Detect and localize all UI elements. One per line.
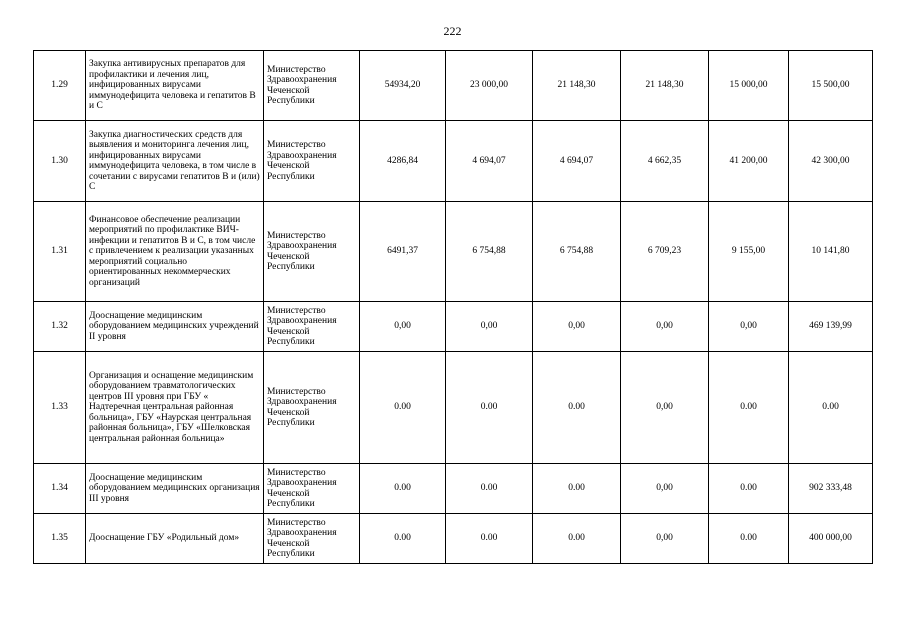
row-value: 54934,20 bbox=[360, 51, 446, 121]
row-number: 1.30 bbox=[34, 121, 86, 202]
table-row bbox=[34, 121, 873, 202]
budget-table bbox=[33, 50, 873, 564]
row-description: Закупка антивирусных препаратов для профилактики и лечения лиц, инфицированных вирусами иммунодефицита человека и гепатитов В и С bbox=[86, 51, 264, 121]
row-value: 469 139,99 bbox=[789, 302, 873, 352]
table-row bbox=[34, 464, 873, 514]
row-value: 23 000,00 bbox=[446, 51, 533, 121]
table-row bbox=[34, 202, 873, 302]
row-value: 15 500,00 bbox=[789, 51, 873, 121]
row-value: 42 300,00 bbox=[789, 121, 873, 202]
page-number: 222 bbox=[443, 24, 462, 38]
row-number: 1.29 bbox=[34, 51, 86, 121]
row-value: 0,00 bbox=[621, 352, 709, 464]
row-value: 6 754,88 bbox=[446, 202, 533, 302]
row-value: 0,00 bbox=[621, 464, 709, 514]
row-organization: Министерство Здравоохранения Чеченской Республики bbox=[264, 51, 360, 121]
row-value: 0,00 bbox=[621, 514, 709, 564]
row-value: 4 694,07 bbox=[533, 121, 621, 202]
row-value: 0,00 bbox=[360, 302, 446, 352]
row-value: 0,00 bbox=[709, 302, 789, 352]
row-value: 0.00 bbox=[709, 464, 789, 514]
row-value: 0.00 bbox=[533, 352, 621, 464]
table-row bbox=[34, 352, 873, 464]
row-number: 1.33 bbox=[34, 352, 86, 464]
row-value: 15 000,00 bbox=[709, 51, 789, 121]
row-value: 4 662,35 bbox=[621, 121, 709, 202]
row-value: 0,00 bbox=[446, 302, 533, 352]
row-value: 0.00 bbox=[446, 352, 533, 464]
row-value: 10 141,80 bbox=[789, 202, 873, 302]
row-value: 0.00 bbox=[789, 352, 873, 464]
row-value: 0.00 bbox=[360, 464, 446, 514]
row-description: Финансовое обеспечение реализации мероприятий по профилактике ВИЧ-инфекции и гепатитов В и С, в том числе с привлечением к реализации указанных мероприятий социально ориентированных некоммерческих организаций bbox=[86, 202, 264, 302]
row-organization: Министерство Здравоохранения Чеченской Республики bbox=[264, 302, 360, 352]
row-value: 6 754,88 bbox=[533, 202, 621, 302]
row-organization: Министерство Здравоохранения Чеченской Республики bbox=[264, 514, 360, 564]
row-value: 6 709,23 bbox=[621, 202, 709, 302]
row-number: 1.31 bbox=[34, 202, 86, 302]
row-description: Дооснащение медицинским оборудованием медицинских организация III уровня bbox=[86, 464, 264, 514]
row-description: Организация и оснащение медицинским оборудованием травматологических центров III уровня при ГБУ « Надтеречная центральная районная больница», ГБУ «Наурская центральная районная больница», ГБУ «Шелковская центральная районная больница» bbox=[86, 352, 264, 464]
row-value: 41 200,00 bbox=[709, 121, 789, 202]
row-description: Закупка диагностических средств для выявления и мониторинга лечения лиц, инфицированных вирусами иммунодефицита человека, в том числе в сочетании с вирусами гепатитов В и (или) С bbox=[86, 121, 264, 202]
row-number: 1.35 bbox=[34, 514, 86, 564]
row-value: 0.00 bbox=[360, 352, 446, 464]
row-value: 0.00 bbox=[709, 352, 789, 464]
row-organization: Министерство Здравоохранения Чеченской Республики bbox=[264, 352, 360, 464]
row-number: 1.32 bbox=[34, 302, 86, 352]
row-value: 21 148,30 bbox=[533, 51, 621, 121]
row-value: 4 694,07 bbox=[446, 121, 533, 202]
row-value: 0.00 bbox=[709, 514, 789, 564]
row-value: 400 000,00 bbox=[789, 514, 873, 564]
row-organization: Министерство Здравоохранения Чеченской Республики bbox=[264, 202, 360, 302]
row-value: 21 148,30 bbox=[621, 51, 709, 121]
row-value: 9 155,00 bbox=[709, 202, 789, 302]
row-value: 4286,84 bbox=[360, 121, 446, 202]
row-description: Дооснащение ГБУ «Родильный дом» bbox=[86, 514, 264, 564]
row-number: 1.34 bbox=[34, 464, 86, 514]
row-value: 0.00 bbox=[446, 514, 533, 564]
row-value: 0.00 bbox=[533, 514, 621, 564]
row-value: 0.00 bbox=[533, 464, 621, 514]
row-value: 0.00 bbox=[446, 464, 533, 514]
row-organization: Министерство Здравоохранения Чеченской Республики bbox=[264, 121, 360, 202]
row-value: 0,00 bbox=[533, 302, 621, 352]
row-organization: Министерство Здравоохранения Чеченской Республики bbox=[264, 464, 360, 514]
row-value: 0.00 bbox=[360, 514, 446, 564]
row-value: 6491,37 bbox=[360, 202, 446, 302]
table-row bbox=[34, 51, 873, 121]
table-row bbox=[34, 514, 873, 564]
row-value: 902 333,48 bbox=[789, 464, 873, 514]
table-row bbox=[34, 302, 873, 352]
row-value: 0,00 bbox=[621, 302, 709, 352]
row-description: Дооснащение медицинским оборудованием медицинских учреждений II уровня bbox=[86, 302, 264, 352]
